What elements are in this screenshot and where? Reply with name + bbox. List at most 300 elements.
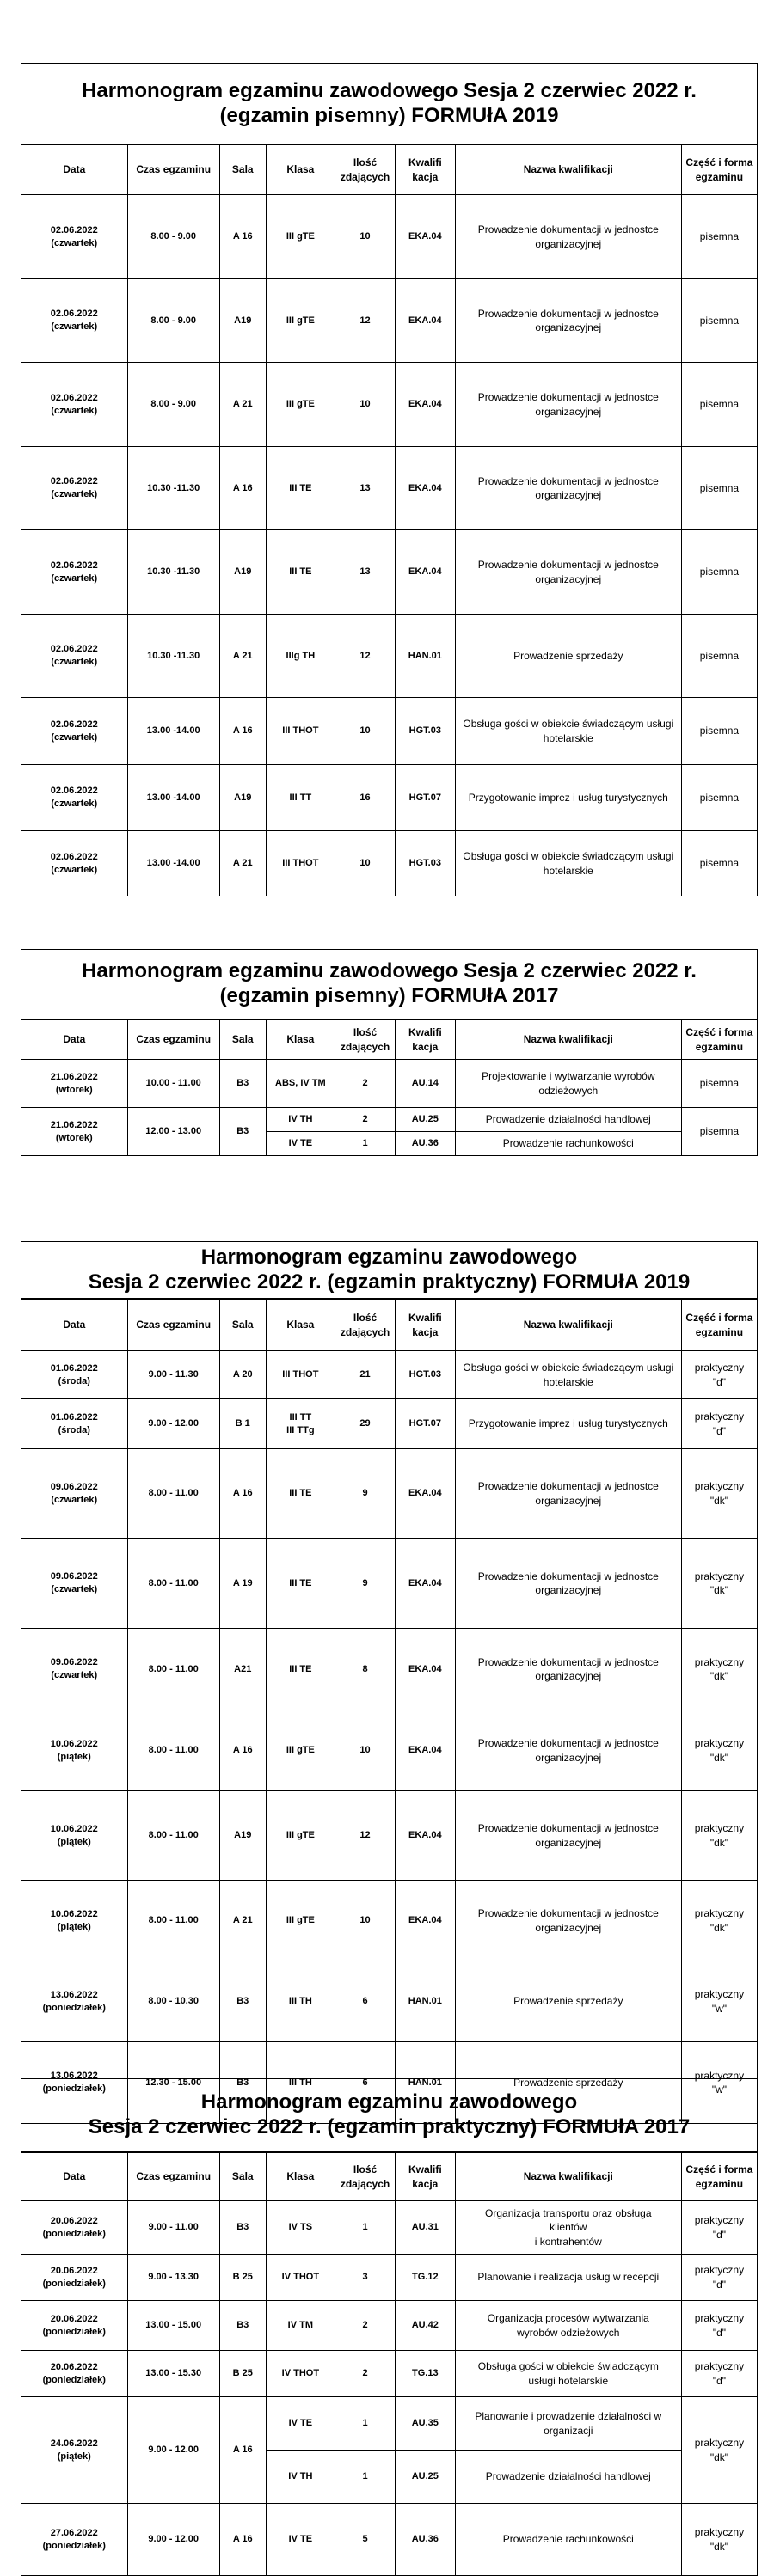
name-cell: Planowanie i realizacja usług w recepcji xyxy=(455,2255,681,2301)
form-cell: praktyczny "dk" xyxy=(681,1791,757,1881)
table-row xyxy=(22,2255,758,2301)
form-cell: praktyczny "dk" xyxy=(681,2397,757,2504)
form-cell: praktyczny "dk" xyxy=(681,2504,757,2576)
room-cell: A19 xyxy=(219,530,266,615)
header-time: Czas egzaminu xyxy=(127,1020,219,1060)
count-cell: 5 xyxy=(335,2504,396,2576)
name-cell: Obsługa gości w obiekcie świadczącym usługi hotelarskie xyxy=(455,2351,681,2397)
time-cell: 8.00 - 11.00 xyxy=(127,1791,219,1881)
header-code: Kwalifi kacja xyxy=(395,1020,455,1060)
room-cell: A 16 xyxy=(219,2504,266,2576)
room-cell: A 19 xyxy=(219,1539,266,1629)
class-cell: IV TE xyxy=(266,1132,335,1156)
code-cell: AU.25 xyxy=(395,2451,455,2504)
table-praktyczny-2017 xyxy=(21,2152,758,2576)
code-cell: TG.12 xyxy=(395,2255,455,2301)
table-row xyxy=(22,1791,758,1881)
count-cell: 6 xyxy=(335,2042,396,2124)
class-cell: IV TE xyxy=(266,2504,335,2576)
table-row xyxy=(22,279,758,363)
table-row xyxy=(22,1881,758,1961)
date-cell: 13.06.2022 (poniedziałek) xyxy=(22,1961,128,2042)
name-cell: Obsługa gości w obiekcie świadczącym usługi hotelarskie xyxy=(455,831,681,896)
name-cell: Prowadzenie sprzedaży xyxy=(455,615,681,698)
table-row xyxy=(22,363,758,447)
date-cell: 20.06.2022 (poniedziałek) xyxy=(22,2255,128,2301)
code-cell: HGT.03 xyxy=(395,1351,455,1399)
class-cell: III TE xyxy=(266,1449,335,1539)
code-cell: HGT.03 xyxy=(395,831,455,896)
form-cell: pisemna xyxy=(681,698,757,765)
name-cell: Planowanie i prowadzenie działalności w organizacji xyxy=(455,2397,681,2451)
table-row xyxy=(22,530,758,615)
header-name: Nazwa kwalifikacji xyxy=(455,2153,681,2201)
title-line-2: (egzamin pisemny) FORMUłA 2019 xyxy=(219,103,559,127)
room-cell: A 21 xyxy=(219,1881,266,1961)
header-row xyxy=(22,1020,758,1060)
time-cell: 9.00 - 13.30 xyxy=(127,2255,219,2301)
form-cell: praktyczny "d" xyxy=(681,2301,757,2351)
code-cell: EKA.04 xyxy=(395,1710,455,1791)
header-form: Część i forma egzaminu xyxy=(681,145,757,195)
code-cell: AU.14 xyxy=(395,1060,455,1108)
count-cell: 12 xyxy=(335,279,396,363)
title-line-1: Harmonogram egzaminu zawodowego Sesja 2 czerwiec 2022 r. xyxy=(82,959,697,983)
room-cell: A 16 xyxy=(219,447,266,530)
header-count: Ilość zdających xyxy=(335,1300,396,1351)
code-cell: HGT.07 xyxy=(395,765,455,831)
code-cell: AU.25 xyxy=(395,1108,455,1132)
header-time: Czas egzaminu xyxy=(127,1300,219,1351)
form-cell: pisemna xyxy=(681,363,757,447)
form-cell: praktyczny "dk" xyxy=(681,1449,757,1539)
title-praktyczny-2019 xyxy=(21,1241,758,1299)
class-cell: IIIg TH xyxy=(266,615,335,698)
room-cell: B 1 xyxy=(219,1399,266,1449)
table-row xyxy=(22,2504,758,2576)
count-cell: 13 xyxy=(335,447,396,530)
date-cell: 09.06.2022 (czwartek) xyxy=(22,1449,128,1539)
title-pisemny-2019 xyxy=(21,63,758,144)
name-cell: Prowadzenie dokumentacji w jednostce organizacyjnej xyxy=(455,1710,681,1791)
header-class: Klasa xyxy=(266,145,335,195)
header-row xyxy=(22,145,758,195)
time-cell: 9.00 - 12.00 xyxy=(127,2504,219,2576)
header-room: Sala xyxy=(219,145,266,195)
table-row xyxy=(22,1629,758,1710)
header-room: Sala xyxy=(219,1300,266,1351)
header-date: Data xyxy=(22,1300,128,1351)
class-cell: III gTE xyxy=(266,363,335,447)
count-cell: 21 xyxy=(335,1351,396,1399)
room-cell: A19 xyxy=(219,765,266,831)
count-cell: 2 xyxy=(335,1060,396,1108)
class-cell: III TT xyxy=(266,765,335,831)
form-cell: pisemna xyxy=(681,1060,757,1108)
class-cell: III TH xyxy=(266,1961,335,2042)
code-cell: HGT.07 xyxy=(395,1399,455,1449)
table-row xyxy=(22,2351,758,2397)
time-cell: 8.00 - 11.00 xyxy=(127,1539,219,1629)
name-cell: Obsługa gości w obiekcie świadczącym usługi hotelarskie xyxy=(455,698,681,765)
header-form: Część i forma egzaminu xyxy=(681,2153,757,2201)
date-cell: 01.06.2022 (środa) xyxy=(22,1351,128,1399)
header-code: Kwalifi kacja xyxy=(395,145,455,195)
room-cell: B3 xyxy=(219,2201,266,2255)
class-cell: III TE xyxy=(266,447,335,530)
time-cell: 10.30 -11.30 xyxy=(127,530,219,615)
date-cell: 21.06.2022 (wtorek) xyxy=(22,1108,128,1156)
date-cell: 02.06.2022 (czwartek) xyxy=(22,279,128,363)
count-cell: 12 xyxy=(335,615,396,698)
table-row xyxy=(22,2301,758,2351)
header-time: Czas egzaminu xyxy=(127,145,219,195)
count-cell: 2 xyxy=(335,2301,396,2351)
class-cell: III THOT xyxy=(266,1351,335,1399)
header-name: Nazwa kwalifikacji xyxy=(455,145,681,195)
room-cell: A 16 xyxy=(219,195,266,279)
table-row xyxy=(22,1399,758,1449)
form-cell: praktyczny "d" xyxy=(681,2201,757,2255)
class-cell: III gTE xyxy=(266,1791,335,1881)
count-cell: 29 xyxy=(335,1399,396,1449)
code-cell: AU.35 xyxy=(395,2397,455,2451)
table-row xyxy=(22,1449,758,1539)
date-cell: 02.06.2022 (czwartek) xyxy=(22,831,128,896)
title-line-2: Sesja 2 czerwiec 2022 r. (egzamin praktyczny) FORMUłA 2017 xyxy=(88,2115,691,2139)
class-cell: IV TH xyxy=(266,2451,335,2504)
count-cell: 6 xyxy=(335,1961,396,2042)
room-cell: A 16 xyxy=(219,1449,266,1539)
class-cell: ABS, IV TM xyxy=(266,1060,335,1108)
count-cell: 1 xyxy=(335,2201,396,2255)
name-cell: Prowadzenie dokumentacji w jednostce organizacyjnej xyxy=(455,1539,681,1629)
class-cell: III gTE xyxy=(266,1710,335,1791)
form-cell: praktyczny "dk" xyxy=(681,1539,757,1629)
time-cell: 13.00 - 15.30 xyxy=(127,2351,219,2397)
time-cell: 13.00 - 15.00 xyxy=(127,2301,219,2351)
room-cell: B3 xyxy=(219,1060,266,1108)
date-cell: 24.06.2022 (piątek) xyxy=(22,2397,128,2504)
table-row xyxy=(22,615,758,698)
code-cell: EKA.04 xyxy=(395,1629,455,1710)
title-line-1: Harmonogram egzaminu zawodowego xyxy=(200,1245,578,1269)
count-cell: 1 xyxy=(335,1132,396,1156)
name-cell: Prowadzenie sprzedaży xyxy=(455,2042,681,2124)
header-count: Ilość zdających xyxy=(335,2153,396,2201)
title-line-2: (egzamin pisemny) FORMUłA 2017 xyxy=(219,984,559,1007)
class-cell: III gTE xyxy=(266,1881,335,1961)
class-cell: III gTE xyxy=(266,195,335,279)
count-cell: 10 xyxy=(335,698,396,765)
form-cell: pisemna xyxy=(681,195,757,279)
form-cell: pisemna xyxy=(681,530,757,615)
header-class: Klasa xyxy=(266,1020,335,1060)
count-cell: 10 xyxy=(335,831,396,896)
room-cell: A 16 xyxy=(219,2397,266,2504)
time-cell: 8.00 - 11.00 xyxy=(127,1629,219,1710)
date-cell: 21.06.2022 (wtorek) xyxy=(22,1060,128,1108)
time-cell: 12.00 - 13.00 xyxy=(127,1108,219,1156)
header-name: Nazwa kwalifikacji xyxy=(455,1020,681,1060)
code-cell: EKA.04 xyxy=(395,1881,455,1961)
time-cell: 8.00 - 9.00 xyxy=(127,195,219,279)
header-row xyxy=(22,1300,758,1351)
time-cell: 8.00 - 9.00 xyxy=(127,279,219,363)
count-cell: 9 xyxy=(335,1539,396,1629)
header-count: Ilość zdających xyxy=(335,145,396,195)
table-row xyxy=(22,1060,758,1108)
table-row xyxy=(22,1961,758,2042)
class-cell: III THOT xyxy=(266,831,335,896)
time-cell: 13.00 -14.00 xyxy=(127,698,219,765)
name-cell: Obsługa gości w obiekcie świadczącym usługi hotelarskie xyxy=(455,1351,681,1399)
table-pisemny-2019 xyxy=(21,144,758,896)
date-cell: 02.06.2022 (czwartek) xyxy=(22,615,128,698)
form-cell: pisemna xyxy=(681,279,757,363)
table-praktyczny-2019 xyxy=(21,1299,758,2124)
name-cell: Prowadzenie rachunkowości xyxy=(455,2504,681,2576)
title-line-2: Sesja 2 czerwiec 2022 r. (egzamin praktyczny) FORMUłA 2019 xyxy=(88,1270,691,1294)
code-cell: EKA.04 xyxy=(395,279,455,363)
date-cell: 20.06.2022 (poniedziałek) xyxy=(22,2301,128,2351)
time-cell: 8.00 - 10.30 xyxy=(127,1961,219,2042)
table-row xyxy=(22,1351,758,1399)
time-cell: 8.00 - 11.00 xyxy=(127,1881,219,1961)
room-cell: A19 xyxy=(219,1791,266,1881)
form-cell: pisemna xyxy=(681,831,757,896)
code-cell: EKA.04 xyxy=(395,530,455,615)
header-class: Klasa xyxy=(266,2153,335,2201)
class-cell: IV TS xyxy=(266,2201,335,2255)
room-cell: A19 xyxy=(219,279,266,363)
form-cell: praktyczny "dk" xyxy=(681,1881,757,1961)
room-cell: B 25 xyxy=(219,2255,266,2301)
header-time: Czas egzaminu xyxy=(127,2153,219,2201)
name-cell: Prowadzenie dokumentacji w jednostce organizacyjnej xyxy=(455,1449,681,1539)
form-cell: praktyczny "dk" xyxy=(681,1710,757,1791)
header-code: Kwalifi kacja xyxy=(395,2153,455,2201)
time-cell: 10.00 - 11.00 xyxy=(127,1060,219,1108)
class-cell: III TE xyxy=(266,530,335,615)
count-cell: 1 xyxy=(335,2397,396,2451)
form-cell: praktyczny "d" xyxy=(681,1399,757,1449)
name-cell: Prowadzenie działalności handlowej xyxy=(455,2451,681,2504)
date-cell: 09.06.2022 (czwartek) xyxy=(22,1629,128,1710)
date-cell: 02.06.2022 (czwartek) xyxy=(22,363,128,447)
name-cell: Przygotowanie imprez i usług turystycznych xyxy=(455,765,681,831)
count-cell: 10 xyxy=(335,195,396,279)
header-code: Kwalifi kacja xyxy=(395,1300,455,1351)
class-cell: IV TM xyxy=(266,2301,335,2351)
table-row xyxy=(22,765,758,831)
time-cell: 8.00 - 11.00 xyxy=(127,1449,219,1539)
room-cell: A 16 xyxy=(219,698,266,765)
form-cell: pisemna xyxy=(681,447,757,530)
count-cell: 1 xyxy=(335,2451,396,2504)
room-cell: B 25 xyxy=(219,2351,266,2397)
form-cell: praktyczny "d" xyxy=(681,2351,757,2397)
code-cell: AU.36 xyxy=(395,1132,455,1156)
form-cell: pisemna xyxy=(681,615,757,698)
class-cell: III gTE xyxy=(266,279,335,363)
table-row xyxy=(22,1539,758,1629)
count-cell: 12 xyxy=(335,1791,396,1881)
count-cell: 2 xyxy=(335,1108,396,1132)
count-cell: 9 xyxy=(335,1449,396,1539)
header-date: Data xyxy=(22,2153,128,2201)
date-cell: 20.06.2022 (poniedziałek) xyxy=(22,2201,128,2255)
form-cell: pisemna xyxy=(681,765,757,831)
name-cell: Prowadzenie sprzedaży xyxy=(455,1961,681,2042)
code-cell: AU.36 xyxy=(395,2504,455,2576)
name-cell: Prowadzenie dokumentacji w jednostce organizacyjnej xyxy=(455,279,681,363)
code-cell: EKA.04 xyxy=(395,1791,455,1881)
code-cell: EKA.04 xyxy=(395,195,455,279)
name-cell: Prowadzenie rachunkowości xyxy=(455,1132,681,1156)
time-cell: 10.30 -11.30 xyxy=(127,447,219,530)
code-cell: HAN.01 xyxy=(395,615,455,698)
form-cell: praktyczny "w" xyxy=(681,1961,757,2042)
class-cell: IV TE xyxy=(266,2397,335,2451)
code-cell: HGT.03 xyxy=(395,698,455,765)
header-date: Data xyxy=(22,1020,128,1060)
time-cell: 8.00 - 11.00 xyxy=(127,1710,219,1791)
room-cell: A 20 xyxy=(219,1351,266,1399)
name-cell: Prowadzenie dokumentacji w jednostce organizacyjnej xyxy=(455,530,681,615)
time-cell: 9.00 - 12.00 xyxy=(127,1399,219,1449)
table-row xyxy=(22,698,758,765)
room-cell: B3 xyxy=(219,1961,266,2042)
date-cell: 13.06.2022 (poniedziałek) xyxy=(22,2042,128,2124)
date-cell: 10.06.2022 (piątek) xyxy=(22,1710,128,1791)
room-cell: A 21 xyxy=(219,615,266,698)
class-cell: IV TH xyxy=(266,1108,335,1132)
date-cell: 10.06.2022 (piątek) xyxy=(22,1881,128,1961)
date-cell: 02.06.2022 (czwartek) xyxy=(22,195,128,279)
date-cell: 09.06.2022 (czwartek) xyxy=(22,1539,128,1629)
count-cell: 2 xyxy=(335,2351,396,2397)
code-cell: HAN.01 xyxy=(395,2042,455,2124)
code-cell: HAN.01 xyxy=(395,1961,455,2042)
code-cell: EKA.04 xyxy=(395,1539,455,1629)
room-cell: A 21 xyxy=(219,363,266,447)
header-room: Sala xyxy=(219,2153,266,2201)
date-cell: 02.06.2022 (czwartek) xyxy=(22,530,128,615)
room-cell: B3 xyxy=(219,1108,266,1156)
room-cell: A 21 xyxy=(219,831,266,896)
count-cell: 16 xyxy=(335,765,396,831)
time-cell: 9.00 - 11.30 xyxy=(127,1351,219,1399)
code-cell: EKA.04 xyxy=(395,363,455,447)
room-cell: B3 xyxy=(219,2042,266,2124)
header-count: Ilość zdających xyxy=(335,1020,396,1060)
count-cell: 13 xyxy=(335,530,396,615)
table-row xyxy=(22,2201,758,2255)
time-cell: 12.30 - 15.00 xyxy=(127,2042,219,2124)
header-room: Sala xyxy=(219,1020,266,1060)
header-form: Część i forma egzaminu xyxy=(681,1020,757,1060)
name-cell: Prowadzenie dokumentacji w jednostce organizacyjnej xyxy=(455,195,681,279)
date-cell: 02.06.2022 (czwartek) xyxy=(22,765,128,831)
time-cell: 13.00 -14.00 xyxy=(127,831,219,896)
name-cell: Organizacja transportu oraz obsługa klientów i kontrahentów xyxy=(455,2201,681,2255)
time-cell: 8.00 - 9.00 xyxy=(127,363,219,447)
count-cell: 10 xyxy=(335,1881,396,1961)
count-cell: 8 xyxy=(335,1629,396,1710)
table-row xyxy=(22,2397,758,2451)
title-pisemny-2017 xyxy=(21,949,758,1019)
date-cell: 02.06.2022 (czwartek) xyxy=(22,698,128,765)
time-cell: 13.00 -14.00 xyxy=(127,765,219,831)
name-cell: Organizacja procesów wytwarzania wyrobów odzieżowych xyxy=(455,2301,681,2351)
date-cell: 20.06.2022 (poniedziałek) xyxy=(22,2351,128,2397)
name-cell: Prowadzenie działalności handlowej xyxy=(455,1108,681,1132)
name-cell: Projektowanie i wytwarzanie wyrobów odzieżowych xyxy=(455,1060,681,1108)
date-cell: 01.06.2022 (środa) xyxy=(22,1399,128,1449)
class-cell: III TE xyxy=(266,1539,335,1629)
room-cell: B3 xyxy=(219,2301,266,2351)
table-row xyxy=(22,1710,758,1791)
form-cell: praktyczny "d" xyxy=(681,1351,757,1399)
date-cell: 27.06.2022 (poniedziałek) xyxy=(22,2504,128,2576)
header-date: Data xyxy=(22,145,128,195)
header-form: Część i forma egzaminu xyxy=(681,1300,757,1351)
header-name: Nazwa kwalifikacji xyxy=(455,1300,681,1351)
header-row xyxy=(22,2153,758,2201)
class-cell: III THOT xyxy=(266,698,335,765)
table-row xyxy=(22,831,758,896)
class-cell: IV THOT xyxy=(266,2351,335,2397)
date-cell: 02.06.2022 (czwartek) xyxy=(22,447,128,530)
name-cell: Przygotowanie imprez i usług turystycznych xyxy=(455,1399,681,1449)
count-cell: 3 xyxy=(335,2255,396,2301)
name-cell: Prowadzenie dokumentacji w jednostce organizacyjnej xyxy=(455,1791,681,1881)
class-cell: III TH xyxy=(266,2042,335,2124)
title-praktyczny-2017 xyxy=(21,2078,758,2152)
name-cell: Prowadzenie dokumentacji w jednostce organizacyjnej xyxy=(455,363,681,447)
code-cell: EKA.04 xyxy=(395,1449,455,1539)
class-cell: III TE xyxy=(266,1629,335,1710)
count-cell: 10 xyxy=(335,363,396,447)
code-cell: AU.42 xyxy=(395,2301,455,2351)
time-cell: 9.00 - 12.00 xyxy=(127,2397,219,2504)
header-class: Klasa xyxy=(266,1300,335,1351)
table-pisemny-2017 xyxy=(21,1019,758,1156)
form-cell: praktyczny "d" xyxy=(681,2255,757,2301)
time-cell: 10.30 -11.30 xyxy=(127,615,219,698)
form-cell: pisemna xyxy=(681,1108,757,1156)
name-cell: Prowadzenie dokumentacji w jednostce organizacyjnej xyxy=(455,1629,681,1710)
form-cell: praktyczny "w" xyxy=(681,2042,757,2124)
code-cell: EKA.04 xyxy=(395,447,455,530)
table-row xyxy=(22,195,758,279)
class-cell: III TT III TTg xyxy=(266,1399,335,1449)
count-cell: 10 xyxy=(335,1710,396,1791)
title-line-1: Harmonogram egzaminu zawodowego Sesja 2 czerwiec 2022 r. xyxy=(82,78,697,102)
name-cell: Prowadzenie dokumentacji w jednostce organizacyjnej xyxy=(455,1881,681,1961)
title-line-1: Harmonogram egzaminu zawodowego xyxy=(200,2090,578,2114)
code-cell: AU.31 xyxy=(395,2201,455,2255)
table-row xyxy=(22,1108,758,1132)
room-cell: A21 xyxy=(219,1629,266,1710)
time-cell: 9.00 - 11.00 xyxy=(127,2201,219,2255)
room-cell: A 16 xyxy=(219,1710,266,1791)
class-cell: IV THOT xyxy=(266,2255,335,2301)
table-row xyxy=(22,447,758,530)
date-cell: 10.06.2022 (piątek) xyxy=(22,1791,128,1881)
form-cell: praktyczny "dk" xyxy=(681,1629,757,1710)
